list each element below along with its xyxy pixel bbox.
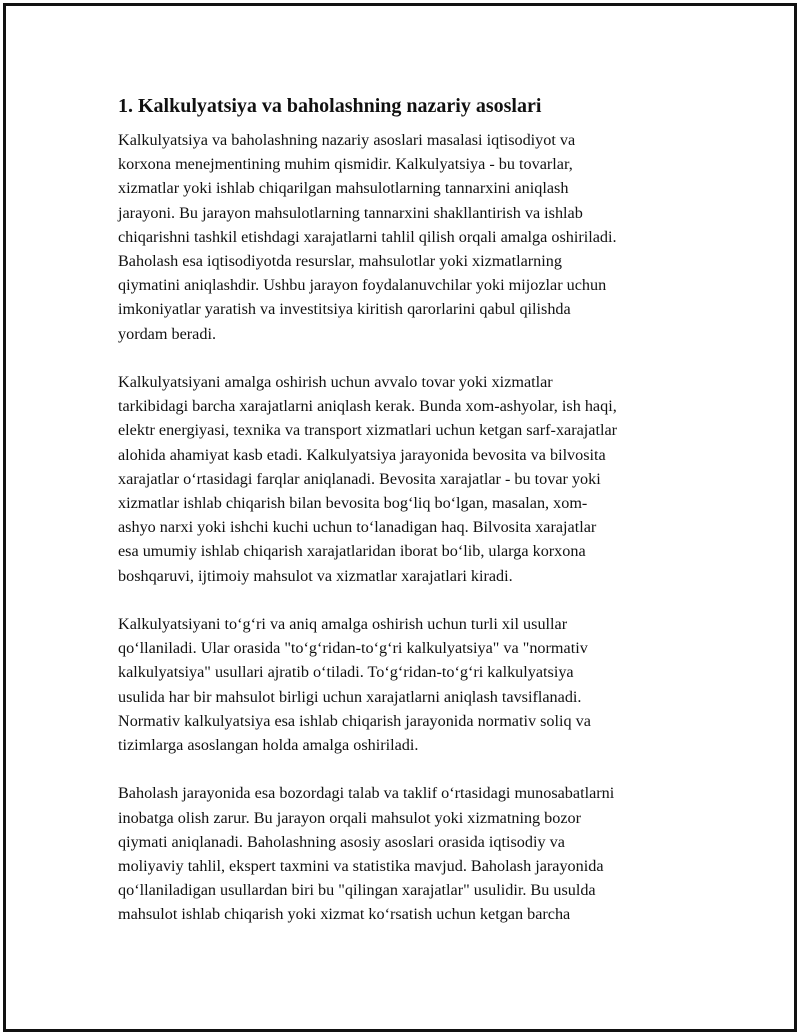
section-heading: 1. Kalkulyatsiya va baholashning nazariy asoslari (118, 95, 542, 117)
paragraph-2: Kalkulyatsiyani amalga oshirish uchun avvalo tovar yoki xizmatlar tarkibidagi barcha xarajatlarni aniqlash kerak. Bunda xom-ashyolar, ish haqi, elektr energiyasi, texnika va transport xizmatlari uchun ketgan sarf-xarajatlar alohida ahamiyat kasb etadi. Kalkulyatsiya jarayonida bevosita va bilvosita xarajatlar o‘rtasidagi farqlar aniqlanadi. Bevosita xarajatlar - bu tovar yoki xizmatlar ishlab chiqarish bilan bevosita bog‘liq bo‘lgan, masalan, xom- ashyo narxi yoki ishchi kuchi uchun to‘lanadigan haq. Bilvosita xarajatlar esa umumiy ishlab chiqarish xarajatlaridan iborat bo‘lib, ularga korxona boshqaruvi, ijtimoiy mahsulot va xizmatlar xarajatlari kiradi. (118, 373, 618, 585)
paragraph-4: Baholash jarayonida esa bozordagi talab va taklif o‘rtasidagi munosabatlarni inobatga olish zarur. Bu jarayon orqali mahsulot yoki xizmatning bozor qiymati aniqlanadi. Baholashning asosiy asoslari orasida iqtisodiy va moliyaviy tahlil, ekspert taxmini va statistika mavjud. Baholash jarayonida qo‘llaniladigan usullardan biri bu "qilingan xarajatlar" usulidir. Bu usulda mahsulot ishlab chiqarish yoki xizmat ko‘rsatish uchun ketgan barcha (118, 784, 615, 924)
document-body (118, 92, 690, 951)
paragraph-1: Kalkulyatsiya va baholashning nazariy asoslari masalasi iqtisodiyot va korxona menejmentining muhim qismidir. Kalkulyatsiya - bu tovarlar, xizmatlar yoki ishlab chiqarilgan mahsulotlarning tannarxini aniqlash jarayoni. Bu jarayon mahsulotlarning tannarxini shakllantirish va ishlab chiqarishni tashkil etishdagi xarajatlarni tahlil qilish orqali amalga oshiriladi. Baholash esa iqtisodiyotda resurslar, mahsulotlar yoki xizmatlarning qiymatini aniqlashdir. Ushbu jarayon foydalanuvchilar yoki mijozlar uchun imkoniyatlar yaratish va investitsiya kiritish qarorlarini qabul qilishda yordam beradi. (118, 131, 617, 343)
paragraph-3: Kalkulyatsiyani to‘g‘ri va aniq amalga oshirish uchun turli xil usullar qo‘llaniladi. Ular orasida "to‘g‘ridan-to‘g‘ri kalkulyatsiya" va "normativ kalkulyatsiya" usullari ajratib o‘tiladi. To‘g‘ridan-to‘g‘ri kalkulyatsiya usulida har bir mahsulot birligi uchun xarajatlarni aniqlash tavsiflanadi. Normativ kalkulyatsiya esa ishlab chiqarish jarayonida normativ soliq va tizimlarga asoslangan holda amalga oshiriladi. (118, 615, 591, 755)
